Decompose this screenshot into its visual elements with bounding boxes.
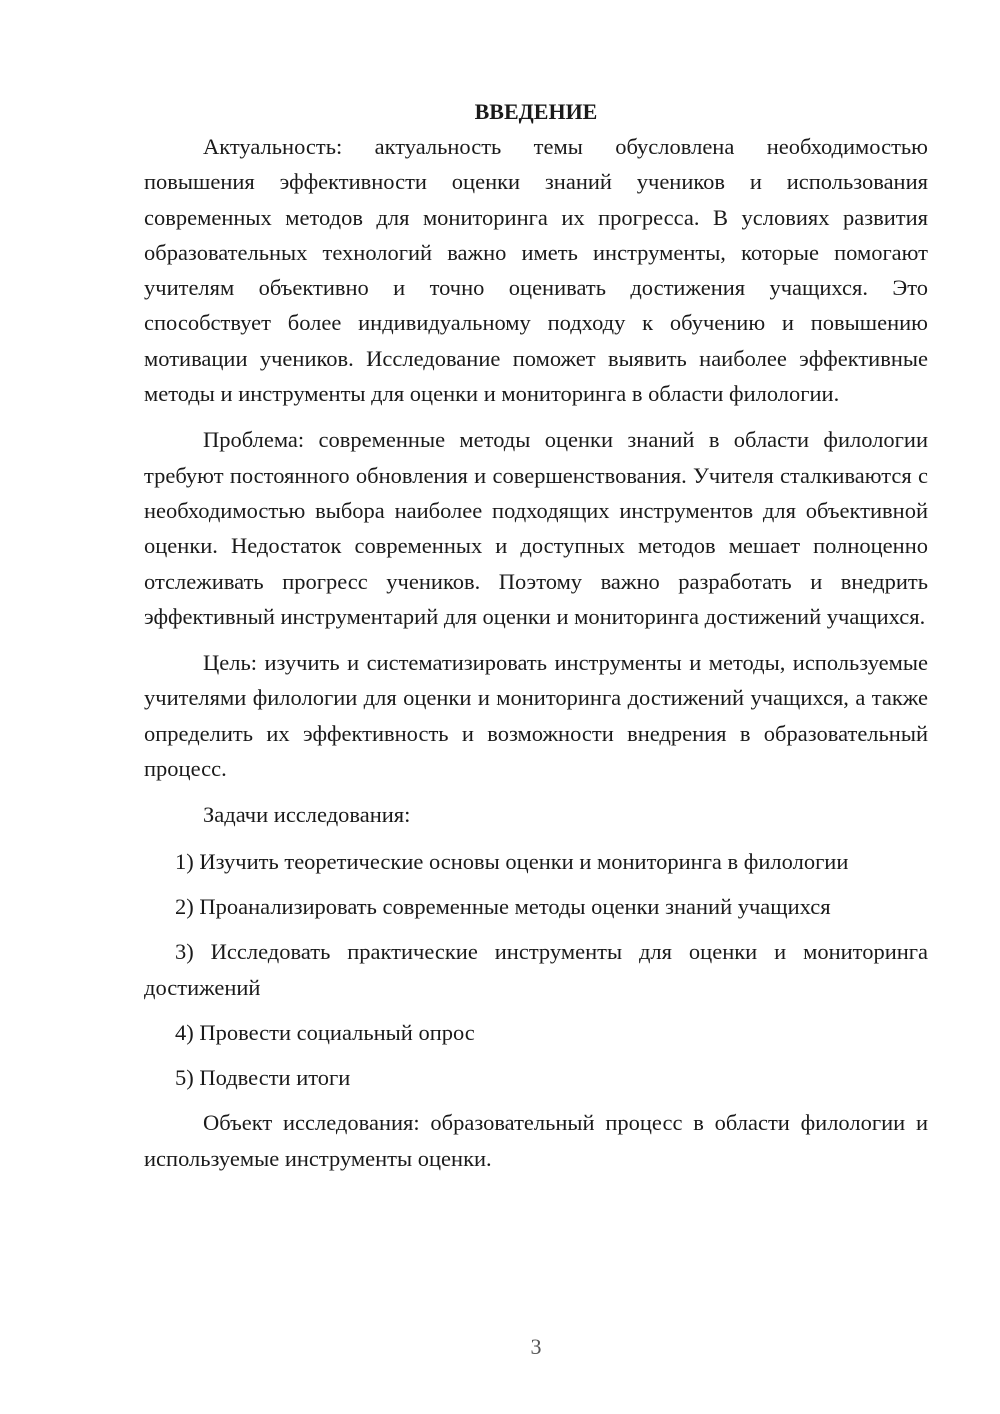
paragraph-problem: Проблема: современные методы оценки знаний в области филологии требуют постоянного обновления и совершенствования. Учителя сталкиваются с необходимостью выбора наиболее подходящих инструментов для объективной оценки. Недостаток современных и доступных методов мешает полноценно отслеживать прогресс учеников. Поэтому важно разработать и внедрить эффективный инструментарий для оценки и мониторинга достижений учащихся. (144, 427, 928, 629)
tasks-heading: Задачи исследования: (203, 802, 411, 828)
list-item: 5) Подвести итоги (175, 1065, 351, 1091)
page-number: 3 (530, 1334, 542, 1359)
page-title: ВВЕДЕНИЕ (474, 99, 598, 124)
list-item: 3) Исследовать практические инструменты для оценки и мониторинга достижений (144, 939, 928, 1000)
paragraph-relevance: Актуальность: актуальность темы обусловлена необходимостью повышения эффективности оценки знаний учеников и использования современных методов для мониторинга их прогресса. В условиях развития образовательных технологий важно иметь инструменты, которые помогают учителям объективно и точно оценивать достижения учащихся. Это способствует более индивидуальному подходу к обучению и повышению мотивации учеников. Исследование поможет выявить наиболее эффективные методы и инструменты для оценки и мониторинга в области филологии. (144, 134, 928, 407)
list-item: 4) Провести социальный опрос (175, 1019, 475, 1045)
paragraph-goal: Цель: изучить и систематизировать инструменты и методы, используемые учителями филологии для оценки и мониторинга достижений учащихся, а также определить их эффективность и возможности внедрения в образовательный процесс. (144, 650, 928, 782)
list-item: 1) Изучить теоретические основы оценки и мониторинга в филологии (175, 848, 849, 874)
paragraph-object: Объект исследования: образовательный процесс в области филологии и используемые инструменты оценки. (144, 1110, 928, 1171)
list-item: 2) Проанализировать современные методы оценки знаний учащихся (175, 893, 831, 919)
page-content (144, 94, 928, 1187)
